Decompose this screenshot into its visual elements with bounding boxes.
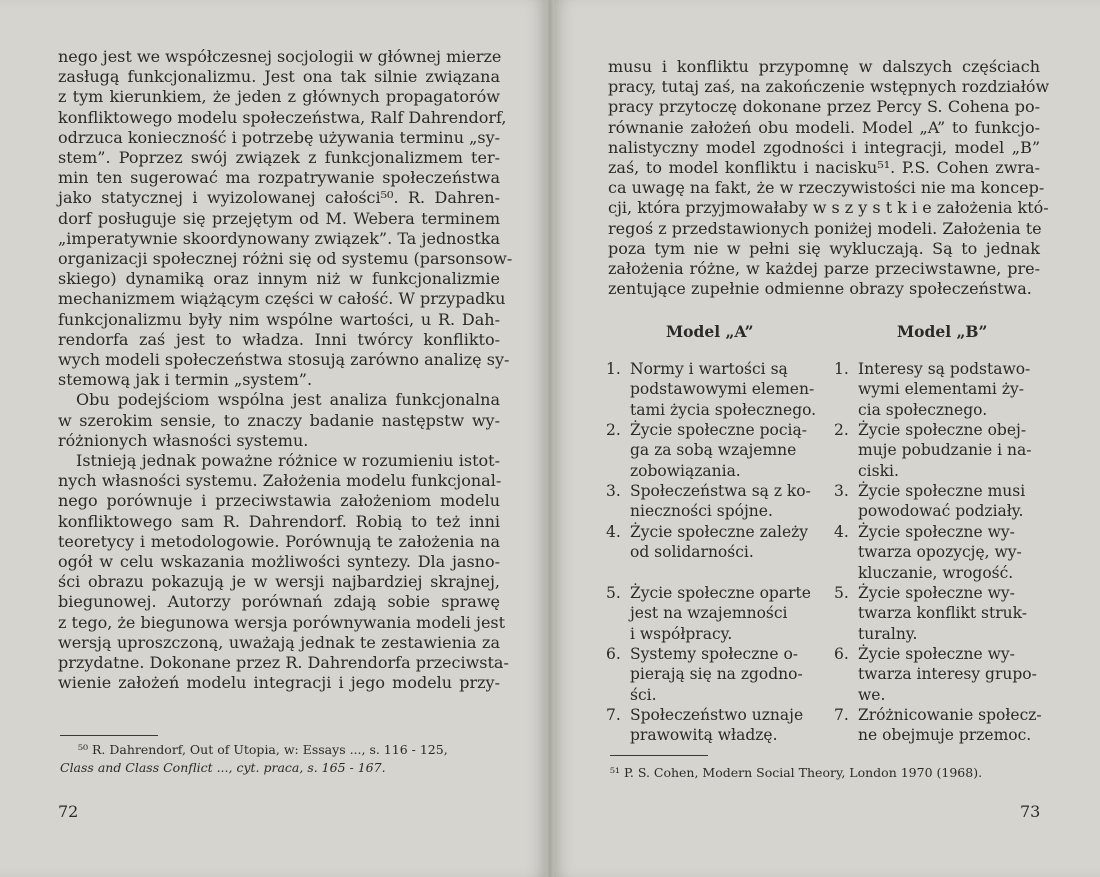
text-line: stem”. Poprzez swój związek z funkcjonalizmem ter- (58, 148, 500, 168)
item-line: nieczności spójne. (630, 502, 773, 521)
text-line: przydatne. Dokonane przez R. Dahrendorfa przeciwsta- (58, 653, 509, 673)
item-line: Życie społeczne zależy (630, 523, 809, 541)
item-line: i współpracy. (630, 624, 733, 643)
item-line: powodować podziały. (858, 502, 1024, 521)
text-line: w szerokim sensie, to znaczy badanie następstw wy- (58, 410, 500, 430)
item-line: twarza opozycję, wy- (858, 543, 1022, 562)
text-line: nego jest we współczesnej socjologii w głównej mierze (58, 47, 502, 66)
item-number: 5. (834, 584, 849, 602)
footnote-divider (610, 755, 708, 756)
item-line: twarza interesy grupo- (858, 665, 1037, 684)
item-line: wymi elementami ży- (858, 380, 1024, 399)
item-line: podstawowymi elemen- (630, 380, 815, 399)
text-line: zasługą funkcjonalizmu. Jest ona tak silnie związana (58, 67, 500, 87)
item-line: tami życia społecznego. (630, 400, 817, 419)
text-line: nych własności systemu. Założenia modelu funkcjonal- (58, 471, 502, 491)
item-number: 4. (834, 523, 849, 541)
item-line: ści. (630, 685, 657, 704)
page-number-right: 73 (1020, 802, 1041, 821)
text-line: ogół w celu wskazania możliwości syntezy. Dla jasno- (58, 552, 500, 572)
text-line: teoretycy i metodologowie. Porównują te założenia na (58, 531, 500, 551)
footnote-51: ⁵¹ P. S. Cohen, Modern Social Theory, London 1970 (1968). (610, 765, 983, 780)
item-number: 6. (834, 645, 849, 663)
text-line: Obu podejściom wspólna jest analiza funkcjonalna (76, 390, 500, 410)
item-line: turalny. (858, 624, 918, 643)
text-line: mechanizmem wiążącym części w całość. W przypadku (58, 289, 506, 309)
left-body-text (58, 47, 513, 694)
item-line: Życie społeczne musi (858, 482, 1026, 500)
text-line: zentujące zupełnie odmienne obrazy społeczeństwa. (608, 279, 1032, 299)
model-b-heading: Model „B” (897, 322, 988, 341)
item-line: Społeczeństwo uznaje (630, 706, 804, 724)
text-line: różnionych własności systemu. (58, 430, 309, 450)
item-line: kluczanie, wrogość. (858, 563, 1014, 582)
item-line: ne obejmuje przemoc. (858, 726, 1032, 745)
item-line: Życie społeczne oparte (630, 584, 811, 602)
item-line: Życie społeczne pocią- (630, 421, 807, 439)
text-line: ca uwagę na fakt, że w rzeczywistości nie ma koncep- (608, 178, 1045, 198)
book-gutter (546, 0, 554, 877)
text-line: stemową jak i termin „system”. (58, 370, 313, 390)
footnote-line: Class and Class Conflict ..., cyt. praca, s. 165 - 167. (60, 760, 386, 775)
text-line: cji, która przyjmowałaby w s z y s t k i e założenia któ- (608, 198, 1049, 218)
item-number: 5. (606, 584, 621, 602)
item-line: Interesy są podstawo- (858, 360, 1031, 378)
text-line: poza tym nie w pełni się wykluczają. Są to jednak (608, 238, 1040, 258)
item-number: 4. (606, 523, 621, 541)
item-line: Życie społeczne wy- (858, 584, 1015, 602)
item-line: Zróżnicowanie społecz- (858, 706, 1042, 724)
text-line: rendorfa zaś jest to władza. Inni twórcy konflikto- (58, 329, 500, 349)
item-number: 1. (834, 360, 849, 378)
text-line: ści obrazu pokazują je w wersji najbardziej skrajnej, (58, 572, 500, 592)
text-line: regoś z przedstawionych poniżej modeli. Założenia te (608, 218, 1042, 238)
item-line: Normy i wartości są (630, 360, 788, 378)
text-line: skiego) dynamiką oraz innym niż w funkcjonalizmie (58, 269, 500, 289)
text-line: konfliktowego sam R. Dahrendorf. Robią to też inni (58, 511, 500, 531)
page-number-left: 72 (58, 802, 79, 821)
item-number: 7. (834, 706, 849, 724)
text-line: pracy przytoczę dokonane przez Percy S. Cohena po- (608, 97, 1040, 117)
item-line: zobowiązania. (630, 461, 741, 480)
text-line: musu i konfliktu przypomnę w dalszych częściach (608, 57, 1040, 76)
item-number: 2. (834, 421, 849, 439)
item-line: muje pobudzanie i na- (858, 441, 1032, 460)
item-line: pierają się na zgodno- (630, 665, 803, 684)
text-line: biegunowej. Autorzy porównań zdają sobie sprawę (58, 592, 500, 612)
text-line: wych modeli społeczeństwa stosują zarówno analizę sy- (58, 350, 510, 370)
item-number: 7. (606, 706, 621, 724)
text-line: z tego, że biegunowa wersja porównywania modeli jest (58, 612, 506, 632)
model-a-heading: Model „A” (666, 322, 754, 341)
text-line: wienie założeń modelu integracji i jego modelu przy- (58, 673, 500, 693)
item-line: Życie społeczne wy- (858, 645, 1015, 663)
item-line: Życie społeczne wy- (858, 523, 1015, 541)
text-line: konfliktowego modelu społeczeństwa, Ralf Dahrendorf, (58, 107, 507, 127)
item-line: jest na wzajemności (630, 604, 788, 623)
text-line: nego porównuje i przeciwstawia założeniom modelu (58, 491, 500, 511)
footnote-50 (60, 741, 448, 777)
item-line: Społeczeństwa są z ko- (630, 482, 811, 500)
text-line: wersją uproszczoną, uważają jednak te zestawienia za (58, 632, 500, 652)
item-number: 1. (606, 360, 621, 378)
text-line: organizacji społecznej różni się od systemu (parsonsow- (58, 249, 513, 269)
text-line: pracy, tutaj zaś, na zakończenie wstępnych rozdziałów (608, 77, 1050, 97)
text-line: funkcjonalizmu były nim wspólne wartości, u R. Dah- (58, 309, 500, 329)
text-line: odrzuca konieczność i potrzebę używania terminu „sy- (58, 127, 501, 147)
item-number: 3. (606, 482, 621, 500)
text-line: „imperatywnie skoordynowany związek”. Ta jednostka (58, 228, 500, 248)
text-line: równanie założeń obu modeli. Model „A” to funkcjo- (608, 117, 1040, 137)
text-line: zaś, to model konfliktu i nacisku⁵¹. P.S. Cohen zwra- (608, 158, 1040, 178)
item-line: we. (858, 685, 886, 704)
text-line: jako statycznej i wyizolowanej całości⁵⁰. R. Dahren- (58, 188, 500, 208)
text-line: z tym kierunkiem, że jeden z głównych propagatorów (58, 87, 500, 107)
item-line: twarza konflikt struk- (858, 604, 1027, 623)
item-line: od solidarności. (630, 543, 754, 562)
item-line: ciski. (858, 461, 899, 480)
text-line: nalistyczny model zgodności i integracji, model „B” (608, 137, 1040, 157)
item-line: Życie społeczne obej- (858, 421, 1027, 439)
item-line: Systemy społeczne o- (630, 645, 799, 663)
text-line: Istnieją jednak poważne różnice w rozumieniu istot- (76, 451, 500, 471)
right-body-text (608, 57, 1050, 299)
item-line: cia społecznego. (858, 400, 988, 419)
item-number: 2. (606, 421, 621, 439)
footnote-divider (60, 735, 158, 736)
item-line: ga za sobą wzajemne (630, 441, 797, 460)
item-number: 3. (834, 482, 849, 500)
item-line: prawowitą władzę. (630, 726, 778, 745)
text-line: dorf posługuje się przejętym od M. Webera terminem (58, 208, 500, 228)
text-line: min ten sugerować ma rozpatrywanie społeczeństwa (58, 168, 500, 188)
item-number: 6. (606, 645, 621, 663)
footnote-line: ⁵⁰ R. Dahrendorf, Out of Utopia, w: Essays ..., s. 116 - 125, (78, 742, 448, 757)
text-line: założenia różne, w każdej parze przeciwstawne, pre- (608, 259, 1040, 279)
